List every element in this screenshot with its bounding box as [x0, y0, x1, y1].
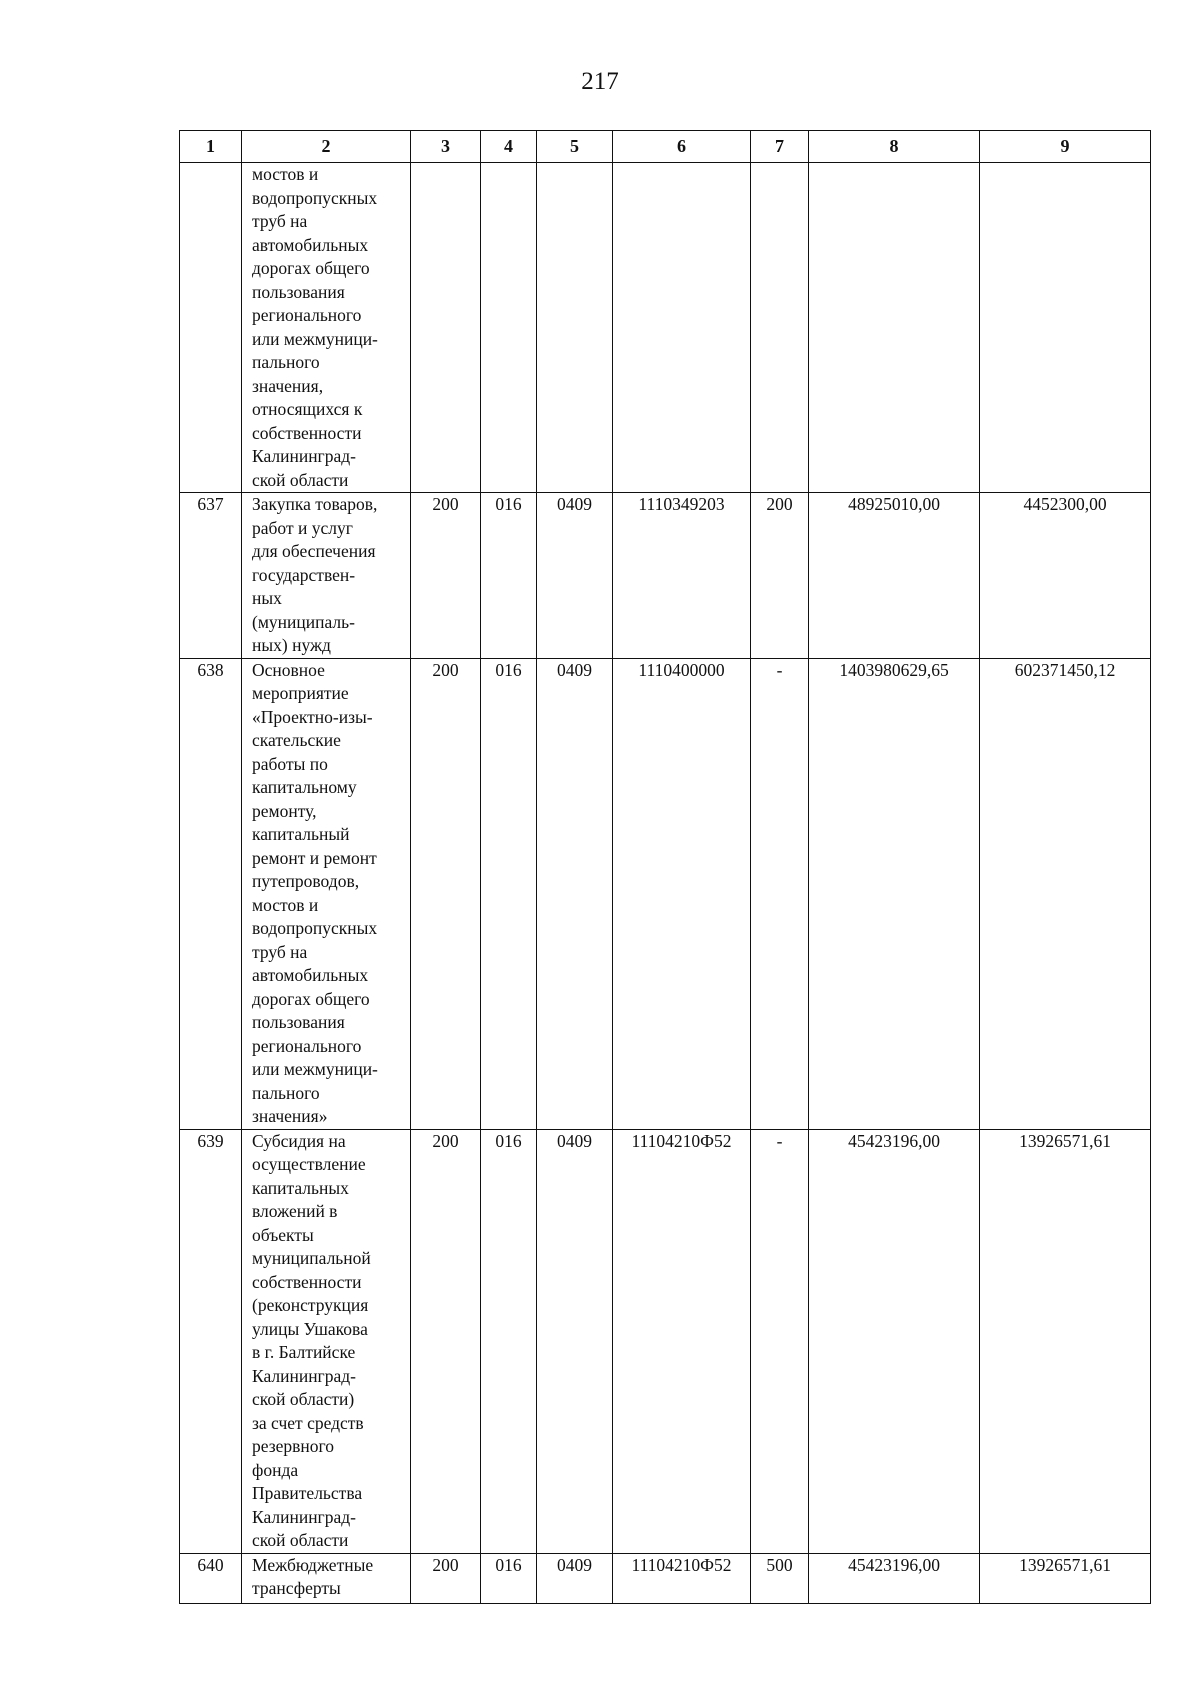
- row-number: 639: [180, 1129, 242, 1553]
- row-col6: 11104210Ф52: [613, 1553, 751, 1603]
- row-col9: 4452300,00: [980, 493, 1151, 659]
- row-col4: 016: [481, 1129, 537, 1553]
- row-col7: 200: [751, 493, 809, 659]
- row-col7: [751, 163, 809, 493]
- row-col8: 48925010,00: [809, 493, 980, 659]
- row-col9: [980, 163, 1151, 493]
- row-name: Закупка товаров, работ и услуг для обеспечения государствен- ных (муниципаль- ных) нужд: [242, 493, 411, 659]
- column-header-9: 9: [980, 131, 1151, 163]
- row-col6: 11104210Ф52: [613, 1129, 751, 1553]
- column-header-8: 8: [809, 131, 980, 163]
- page-number: 217: [581, 68, 619, 95]
- table-row: [180, 163, 1151, 493]
- table-row: [180, 493, 1151, 659]
- table-row: [180, 1553, 1151, 1603]
- row-col5: 0409: [537, 493, 613, 659]
- column-header-7: 7: [751, 131, 809, 163]
- row-col5: 0409: [537, 658, 613, 1129]
- row-col7: 500: [751, 1553, 809, 1603]
- row-col9: 13926571,61: [980, 1553, 1151, 1603]
- row-col4: 016: [481, 493, 537, 659]
- row-name: Основное мероприятие «Проектно-изы- скательские работы по капитальному ремонту, капитальный ремонт и ремонт путепроводов, мостов и водопропускных труб на автомобильных дорогах общего пользования регионального или межмуници- пального значения»: [242, 658, 411, 1129]
- row-name: Субсидия на осуществление капитальных вложений в объекты муниципальной собственности (реконструкция улицы Ушакова в г. Балтийске Калининград- ской области) за счет средств резервного фонда Правительства Калининград- ской области: [242, 1129, 411, 1553]
- table-row: [180, 658, 1151, 1129]
- row-col6: [613, 163, 751, 493]
- row-name: Межбюджетные трансферты: [242, 1553, 411, 1603]
- row-col6: 1110400000: [613, 658, 751, 1129]
- column-header-2: 2: [242, 131, 411, 163]
- row-col9: 13926571,61: [980, 1129, 1151, 1553]
- row-col6: 1110349203: [613, 493, 751, 659]
- row-col9: 602371450,12: [980, 658, 1151, 1129]
- row-col4: 016: [481, 1553, 537, 1603]
- row-number: [180, 163, 242, 493]
- row-col3: 200: [411, 658, 481, 1129]
- row-col3: [411, 163, 481, 493]
- row-col4: 016: [481, 658, 537, 1129]
- row-number: 640: [180, 1553, 242, 1603]
- row-col4: [481, 163, 537, 493]
- column-header-6: 6: [613, 131, 751, 163]
- budget-table: [179, 130, 1151, 1604]
- row-col3: 200: [411, 493, 481, 659]
- row-number: 638: [180, 658, 242, 1129]
- row-col8: 45423196,00: [809, 1553, 980, 1603]
- row-col7: -: [751, 1129, 809, 1553]
- column-header-1: 1: [180, 131, 242, 163]
- row-col5: 0409: [537, 1129, 613, 1553]
- column-header-5: 5: [537, 131, 613, 163]
- row-col7: -: [751, 658, 809, 1129]
- row-col8: 45423196,00: [809, 1129, 980, 1553]
- row-col3: 200: [411, 1129, 481, 1553]
- row-number: 637: [180, 493, 242, 659]
- row-name: мостов и водопропускных труб на автомобильных дорогах общего пользования регионального или межмуници- пального значения, относящихся к собственности Калининград- ской области: [242, 163, 411, 493]
- row-col3: 200: [411, 1553, 481, 1603]
- row-col8: 1403980629,65: [809, 658, 980, 1129]
- column-header-3: 3: [411, 131, 481, 163]
- header-row: [180, 131, 1151, 163]
- row-col5: 0409: [537, 1553, 613, 1603]
- table-row: [180, 1129, 1151, 1553]
- column-header-4: 4: [481, 131, 537, 163]
- row-col8: [809, 163, 980, 493]
- row-col5: [537, 163, 613, 493]
